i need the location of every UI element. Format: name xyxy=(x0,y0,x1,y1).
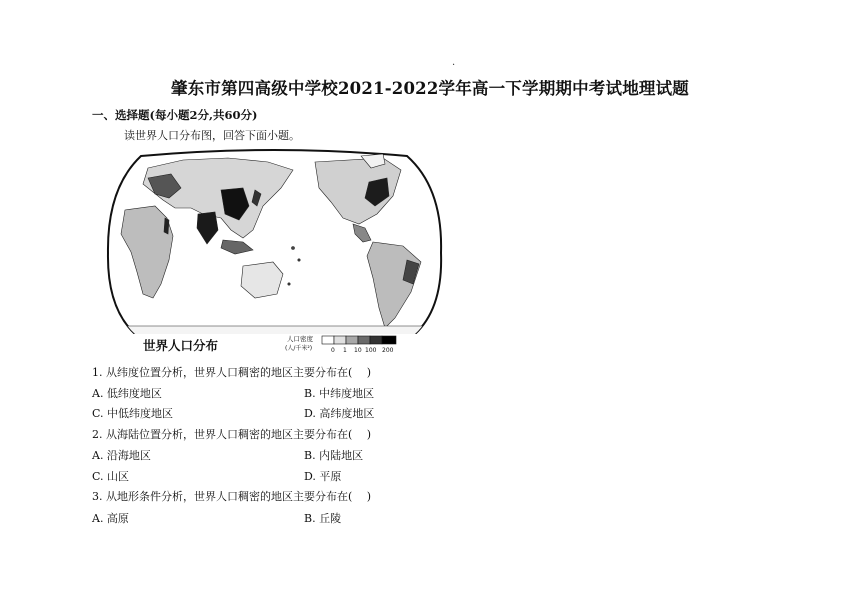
question-3-option-a[interactable]: A. 高原 xyxy=(92,512,129,525)
question-3-stem: 3. 从地形条件分析，世界人口稠密的地区主要分布在( ) xyxy=(92,490,372,503)
legend-swatch-3 xyxy=(358,336,370,344)
legend-value: 200 xyxy=(382,347,394,354)
question-2-option-d[interactable]: D. 平原 xyxy=(304,470,342,483)
world-population-map xyxy=(103,148,446,358)
question-2-option-c[interactable]: C. 山区 xyxy=(92,470,130,483)
legend-value: 0 xyxy=(331,347,335,354)
legend-title-1: 人口密度 xyxy=(287,335,313,343)
legend-value: 10 xyxy=(354,347,362,354)
legend-swatch-1 xyxy=(334,336,346,344)
question-2-stem: 2. 从海陆位置分析，世界人口稠密的地区主要分布在( ) xyxy=(92,428,372,441)
question-1-option-a[interactable]: A. 低纬度地区 xyxy=(92,387,162,400)
question-2-option-b[interactable]: B. 内陆地区 xyxy=(304,449,364,462)
legend-title-2: (人/千米²) xyxy=(285,345,313,352)
pacific-island xyxy=(298,259,300,261)
section-heading: 一、选择题(每小题2分,共60分) xyxy=(92,108,258,122)
question-2-option-a[interactable]: A. 沿海地区 xyxy=(92,449,151,462)
question-1-option-c[interactable]: C. 中低纬度地区 xyxy=(92,407,174,420)
map-caption: 世界人口分布 xyxy=(143,338,219,353)
question-intro: 读世界人口分布图，回答下面小题。 xyxy=(124,129,300,142)
question-1-option-b[interactable]: B. 中纬度地区 xyxy=(304,387,375,400)
legend-swatch-2 xyxy=(346,336,358,344)
nile-dense xyxy=(164,218,169,234)
question-1-option-d[interactable]: D. 高纬度地区 xyxy=(304,407,375,420)
exam-title: 肇东市第四高级中学校2021-2022学年高一下学期期中考试地理试题 xyxy=(171,79,689,98)
legend-value: 100 xyxy=(365,347,377,354)
pacific-island xyxy=(292,247,295,250)
question-3-option-b[interactable]: B. 丘陵 xyxy=(304,512,342,525)
legend-value: 1 xyxy=(343,347,347,354)
question-1-stem: 1. 从纬度位置分析，世界人口稠密的地区主要分布在( ) xyxy=(92,366,372,379)
pacific-island xyxy=(288,283,290,285)
legend-swatch-4 xyxy=(370,336,382,344)
legend-swatch-5 xyxy=(382,336,396,344)
legend-swatch-0 xyxy=(322,336,334,344)
header-dot: . xyxy=(452,57,456,68)
